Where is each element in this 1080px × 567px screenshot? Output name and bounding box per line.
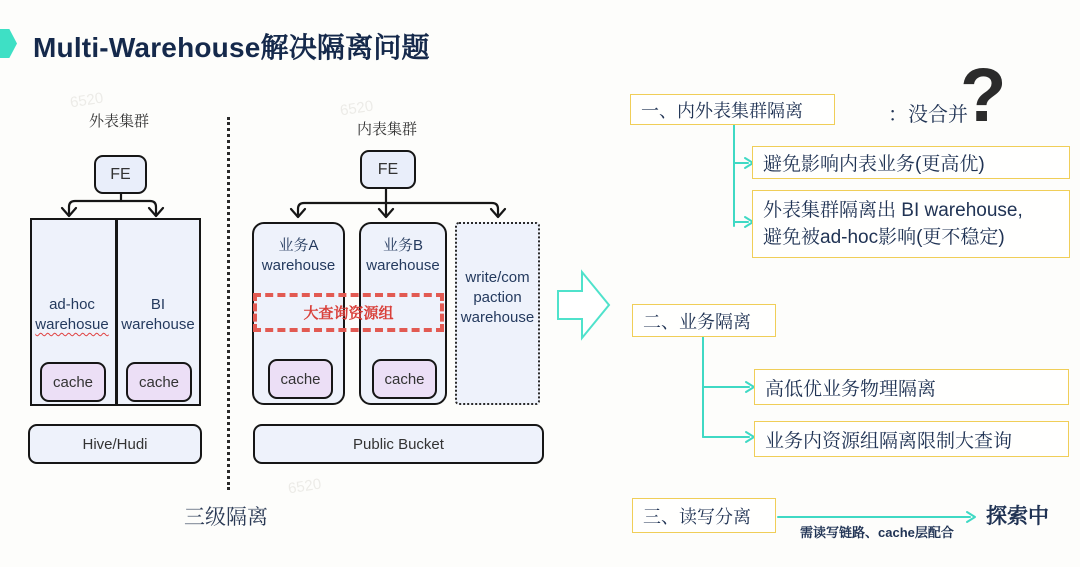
question-mark: ? [960,53,1007,138]
note-item2-title-box [632,304,776,337]
note-item1-point2-line2: 避免被ad-hoc影响(更不稳定) [763,227,1005,248]
bi-cache-node: cache [126,362,192,402]
internal-cluster-label: 内表集群 [357,121,418,138]
cluster-divider [227,117,230,490]
watermark: 6520 [68,89,105,112]
note-item1-title-box [630,94,835,125]
resource-group-label: 大查询资源组 [303,305,394,322]
business-a-cache-node: cache [268,359,333,399]
note-item1-point1-box [752,146,1070,179]
big-query-resource-group [253,293,444,332]
business-a-line2: warehouse [261,257,336,274]
business-b-cache-node: cache [372,359,437,399]
business-a-label [252,236,345,276]
note-item3-title: 三、读写分离 [643,506,751,527]
bi-warehouse-label [116,295,200,335]
write-compaction-label [455,268,540,328]
write-line3: warehouse [460,309,535,326]
external-cluster-label: 外表集群 [89,113,150,130]
write-line1: write/com [465,269,530,286]
note-item3-annotation: 需读写链路、cache层配合 [800,525,954,540]
write-line2: paction [473,289,522,306]
note-item3-result: 探索中 [986,505,1049,528]
bi-line1: BI [150,296,166,313]
business-b-label [359,236,447,276]
adhoc-cache-node: cache [40,362,106,402]
note-item2-point1: 高低优业务物理隔离 [765,378,937,400]
note-item2-point2: 业务内资源组隔离限制大查询 [765,430,1013,452]
bi-line2: warehouse [121,316,195,333]
transition-arrow-icon [558,272,609,338]
note-item1-point2-line1: 外表集群隔离出 BI warehouse, [763,200,1023,221]
business-b-line1: 业务B [382,237,423,254]
adhoc-warehouse-label [30,295,114,335]
external-fe-node: FE [94,155,147,194]
diagram-caption: 三级隔离 [184,506,268,529]
note-item2-point2-box [754,421,1069,457]
internal-fe-node: FE [360,150,416,189]
public-bucket-storage-node: Public Bucket [253,424,544,464]
note-item2-title: 二、业务隔离 [643,311,751,332]
adhoc-line1: ad-hoc [49,296,95,313]
note-item1-point2-box [752,190,1070,258]
business-b-line2: warehouse [366,257,440,274]
note-item3-title-box [632,498,776,533]
hive-hudi-storage-node: Hive/Hudi [28,424,202,464]
watermark: 6520 [286,475,323,498]
adhoc-line2: warehosue [35,316,109,333]
page-title: Multi-Warehouse解决隔离问题 [33,32,430,63]
note-item2-point1-box [754,369,1069,405]
note-item1-point1: 避免影响内表业务(更高优) [763,154,985,175]
note-item1-status: ：没合并 [888,104,968,126]
watermark: 6520 [338,97,375,120]
note-item1-title: 一、内外表集群隔离 [641,100,803,121]
business-a-line1: 业务A [278,237,319,254]
